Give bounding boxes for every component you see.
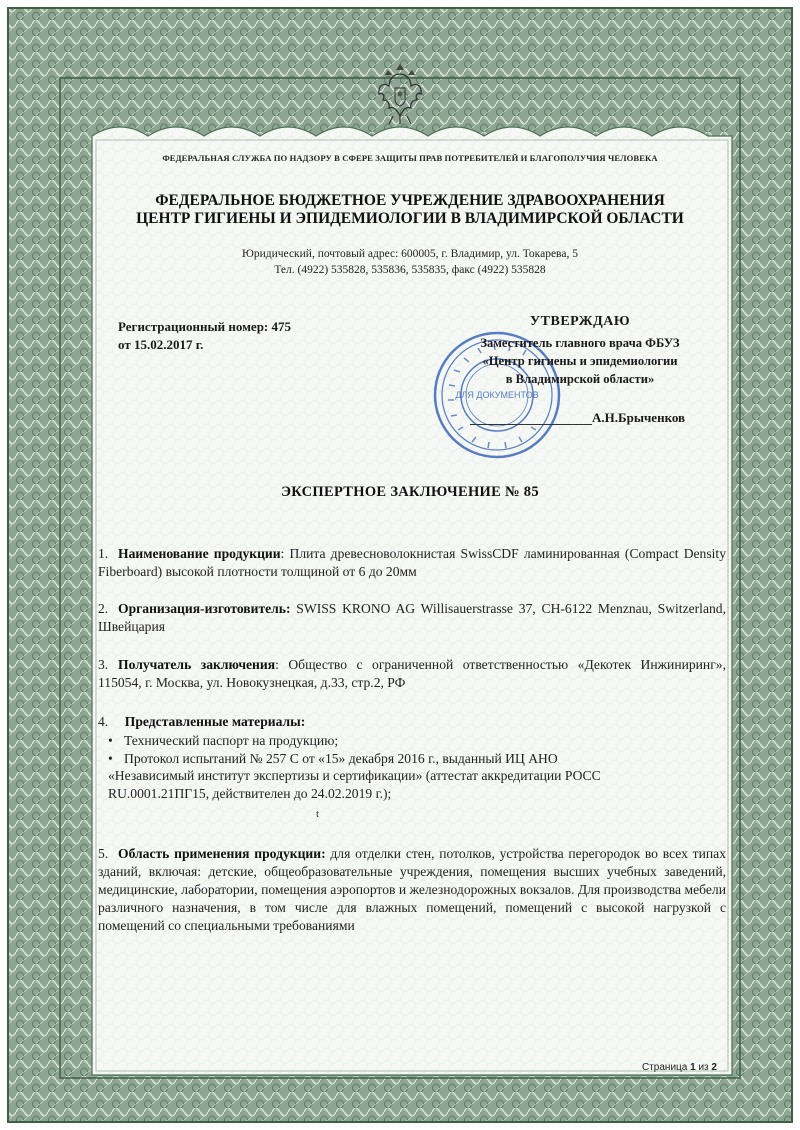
- stamp-text: ДЛЯ ДОКУМЕНТОВ: [455, 390, 539, 400]
- section-text: SWISS KRONO AG Willisauerstrasse 37, CH-6122 Menznau, Switzerland, Швейцария: [98, 601, 726, 634]
- registration-number: Регистрационный номер: 475: [118, 319, 292, 334]
- page-indicator: [642, 1062, 717, 1073]
- section-label: Наименование продукции: [118, 546, 281, 561]
- section-application-area: [98, 845, 726, 935]
- registration-date: от 15.02.2017 г.: [118, 337, 204, 352]
- section-number: 4.: [98, 714, 109, 729]
- section-recipient: [98, 656, 726, 692]
- section-label: Область применения продукции:: [118, 846, 326, 861]
- section-label: Представленные материалы:: [124, 714, 306, 729]
- page-total: 2: [711, 1062, 717, 1073]
- page-mid: из: [695, 1062, 712, 1073]
- section-text: : Плита древесноволокнистая SwissCDF ламинированная (Compact Density Fiberboard) высокой плотности толщиной от 6 до 20мм: [98, 546, 726, 579]
- page-current: 1: [690, 1062, 696, 1073]
- coat-of-arms-icon: [375, 60, 425, 130]
- phone-line: Тел. (4922) 535828, 535836, 535835, факс (4922) 535828: [274, 264, 546, 276]
- approval-org-line2: в Владимирской области»: [505, 372, 655, 386]
- section-text: : Общество с ограниченной ответственностью «Декотек Инжиниринг», 115054, г. Москва, ул. Новокузнецкая, д.33, стр.2, РФ: [98, 657, 726, 690]
- section-number: 3.: [98, 657, 109, 672]
- approval-org-line1: «Центр гигиены и эпидемиологии: [482, 354, 678, 368]
- bullet-text: Протокол испытаний № 257 С от «15» декабря 2016 г., выданный ИЦ АНО: [124, 751, 558, 766]
- section-label: Организация-изготовитель:: [118, 601, 291, 616]
- section-number: 1.: [98, 546, 109, 561]
- page-prefix: Страница: [642, 1062, 691, 1073]
- section-materials: [98, 713, 726, 731]
- bullet-icon: •: [108, 733, 113, 748]
- section-label: Получатель заключения: [118, 657, 276, 672]
- section-text: для отделки стен, потолков, устройства перегородок во всех типах зданий, включая: детские, общеобразовательные учреждения, помещения высших учебных заведений, медицинские, лаборатории, помещения аэропортов и железнодорожных вокзалов. Для производства мебели различного назначения, в том числе для влажных помещений, помещений с высокой нагрузкой с помещений со специальными требованиями: [98, 846, 727, 933]
- materials-bullet-continuation: RU.0001.21ПГ15, действителен до 24.02.2019 г.);: [108, 786, 392, 801]
- materials-bullet-protocol: [108, 750, 558, 768]
- section-product-name: [98, 545, 726, 581]
- signature-line: [470, 424, 592, 425]
- section-number: 5.: [98, 846, 109, 861]
- organization-name-line2: ЦЕНТР ГИГИЕНЫ И ЭПИДЕМИОЛОГИИ В ВЛАДИМИРСКОЙ ОБЛАСТИ: [136, 210, 684, 227]
- materials-bullet-continuation: «Независимый институт экспертизы и сертификации» (аттестат аккредитации РОСС: [108, 768, 601, 783]
- section-number: 2.: [98, 601, 109, 616]
- bullet-icon: •: [108, 751, 113, 766]
- document-title: ЭКСПЕРТНОЕ ЗАКЛЮЧЕНИЕ № 85: [281, 484, 539, 500]
- signer-name: А.Н.Брыченков: [592, 410, 686, 425]
- organization-name-line1: ФЕДЕРАЛЬНОЕ БЮДЖЕТНОЕ УЧРЕЖДЕНИЕ ЗДРАВООХРАНЕНИЯ: [155, 192, 665, 209]
- section-manufacturer: [98, 600, 726, 636]
- approval-position: Заместитель главного врача ФБУЗ: [480, 336, 680, 350]
- address-line: Юридический, почтовый адрес: 600005, г. Владимир, ул. Токарева, 5: [242, 248, 578, 260]
- approval-title: УТВЕРЖДАЮ: [529, 314, 631, 329]
- agency-name: ФЕДЕРАЛЬНАЯ СЛУЖБА ПО НАДЗОРУ В СФЕРЕ ЗАЩИТЫ ПРАВ ПОТРЕБИТЕЛЕЙ И БЛАГОПОЛУЧИЯ ЧЕЛОВЕКА: [162, 153, 658, 163]
- stray-mark: t: [316, 808, 320, 820]
- materials-bullet-passport: [108, 732, 338, 750]
- bullet-text: Технический паспорт на продукцию;: [124, 733, 339, 748]
